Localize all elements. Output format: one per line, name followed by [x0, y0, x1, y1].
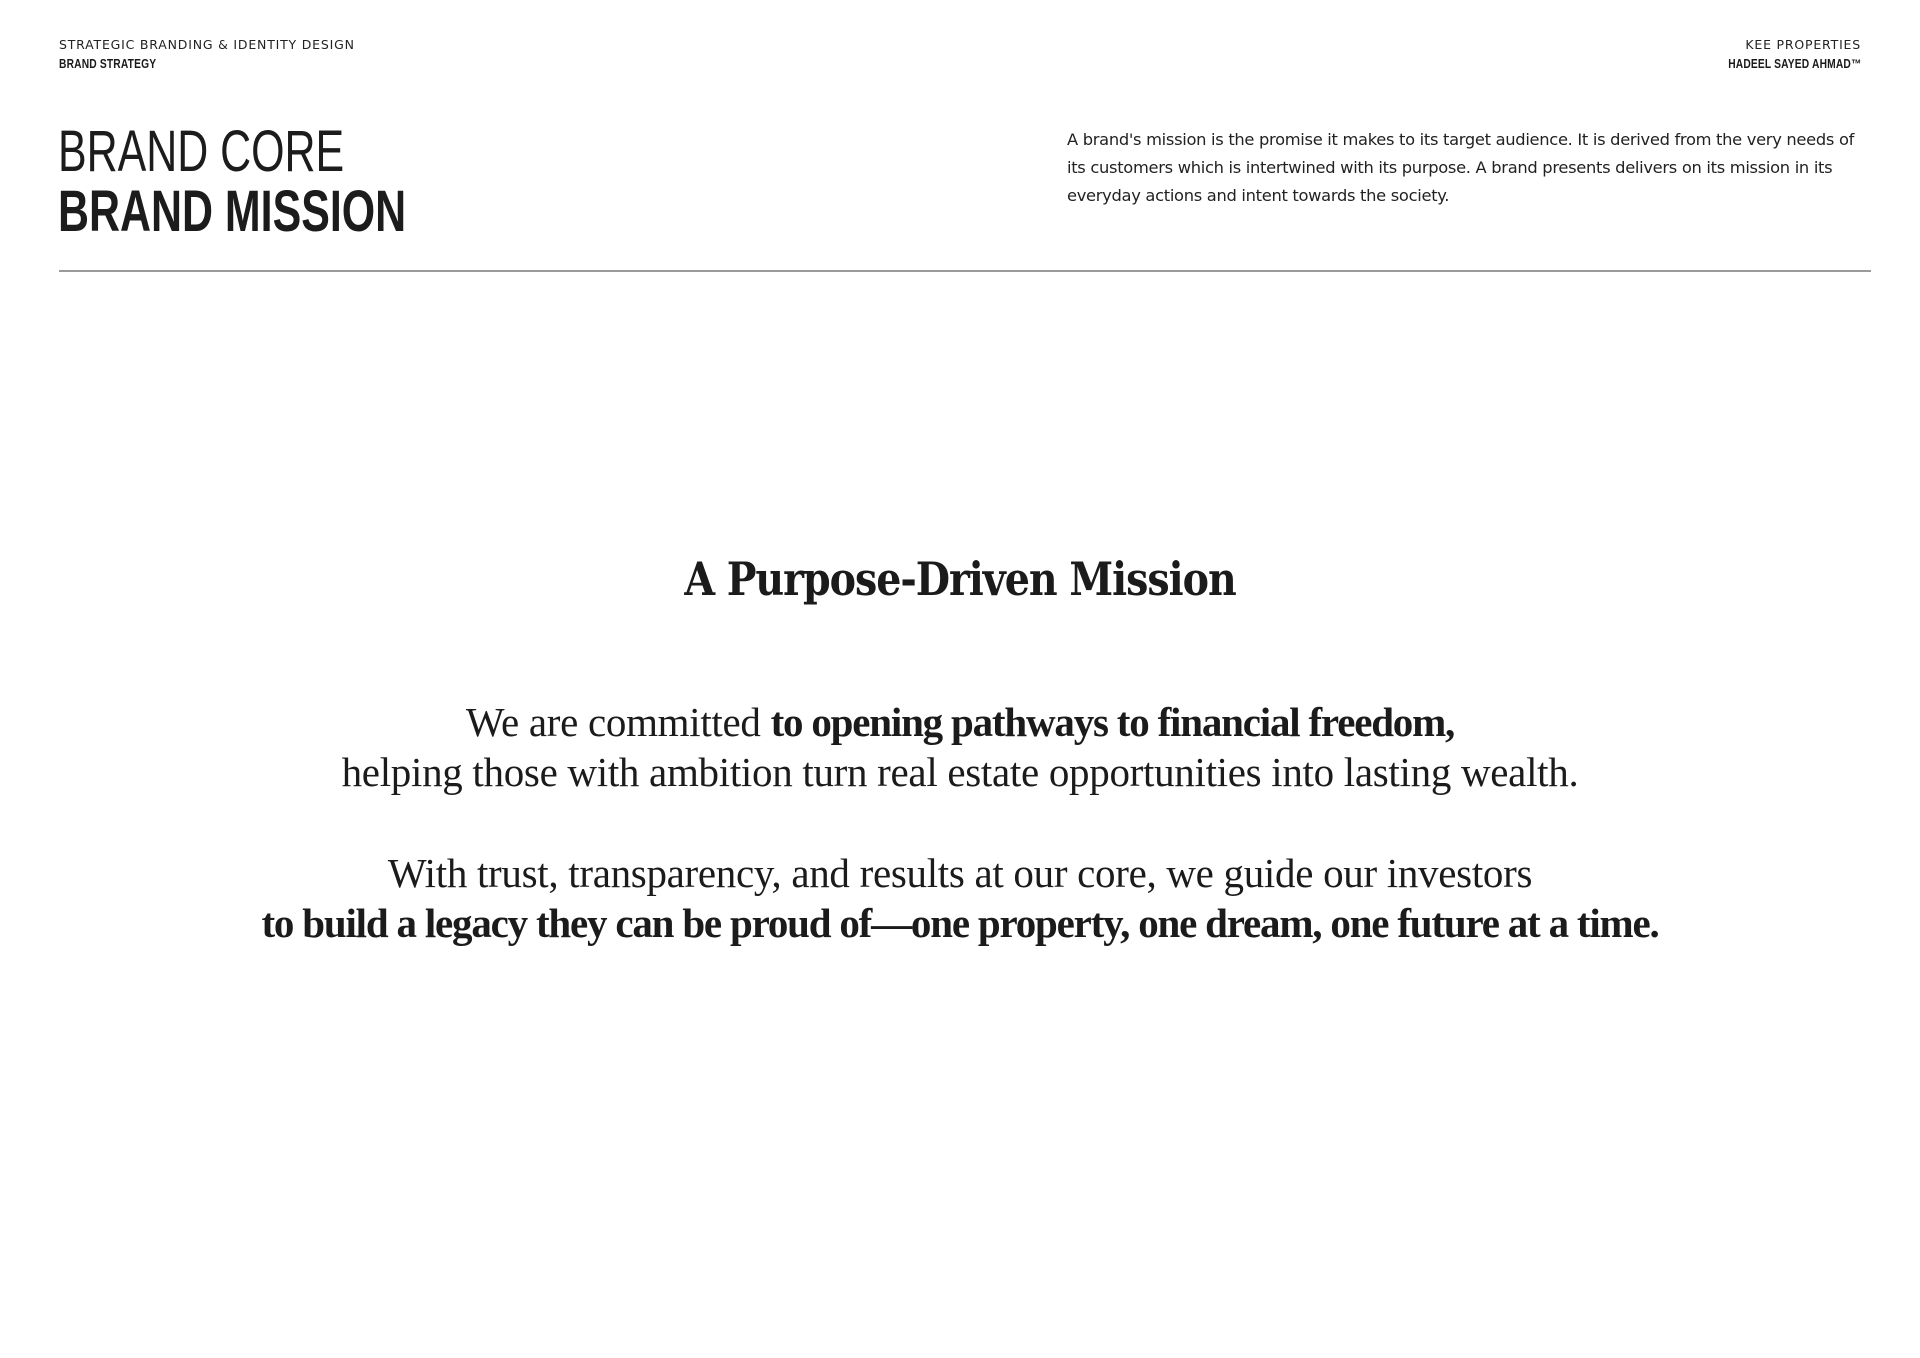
mission-line: helping those with ambition turn real estate opportunities into lasting wealth. — [341, 749, 1579, 795]
intro-paragraph — [1067, 126, 1867, 210]
intro-line: A brand's mission is the promise it makes to its target audience. It is derived from the very needs of — [1067, 130, 1855, 149]
section-title-light: BRAND CORE — [58, 119, 345, 184]
header-right — [1699, 36, 1861, 74]
document-subcategory: BRAND STRATEGY — [59, 57, 157, 71]
mission-text-bold: to opening pathways to financial freedom, — [770, 699, 1455, 745]
author-name: HADEEL SAYED AHMAD™ — [1727, 57, 1861, 71]
header-divider — [59, 270, 1871, 272]
mission-line — [0, 697, 1920, 747]
mission-line: With trust, transparency, and results at our core, we guide our investors — [387, 850, 1533, 896]
mission-paragraph-1 — [0, 697, 1920, 797]
document-category: STRATEGIC BRANDING & IDENTITY DESIGN — [59, 37, 355, 52]
mission-line-bold: to build a legacy they can be proud of—one property, one dream, one future at a time. — [261, 900, 1659, 946]
header-left — [59, 36, 355, 74]
mission-paragraph-2 — [0, 848, 1920, 948]
mission-heading: A Purpose-Driven Mission — [684, 552, 1236, 606]
section-title-bold: BRAND MISSION — [58, 179, 407, 244]
section-title — [58, 119, 528, 244]
client-name: KEE PROPERTIES — [1745, 37, 1861, 52]
mission-text-regular: We are committed — [465, 699, 771, 745]
intro-line: its customers which is intertwined with its purpose. A brand presents delivers on its mission in its — [1067, 158, 1833, 177]
intro-line: everyday actions and intent towards the society. — [1067, 186, 1450, 205]
